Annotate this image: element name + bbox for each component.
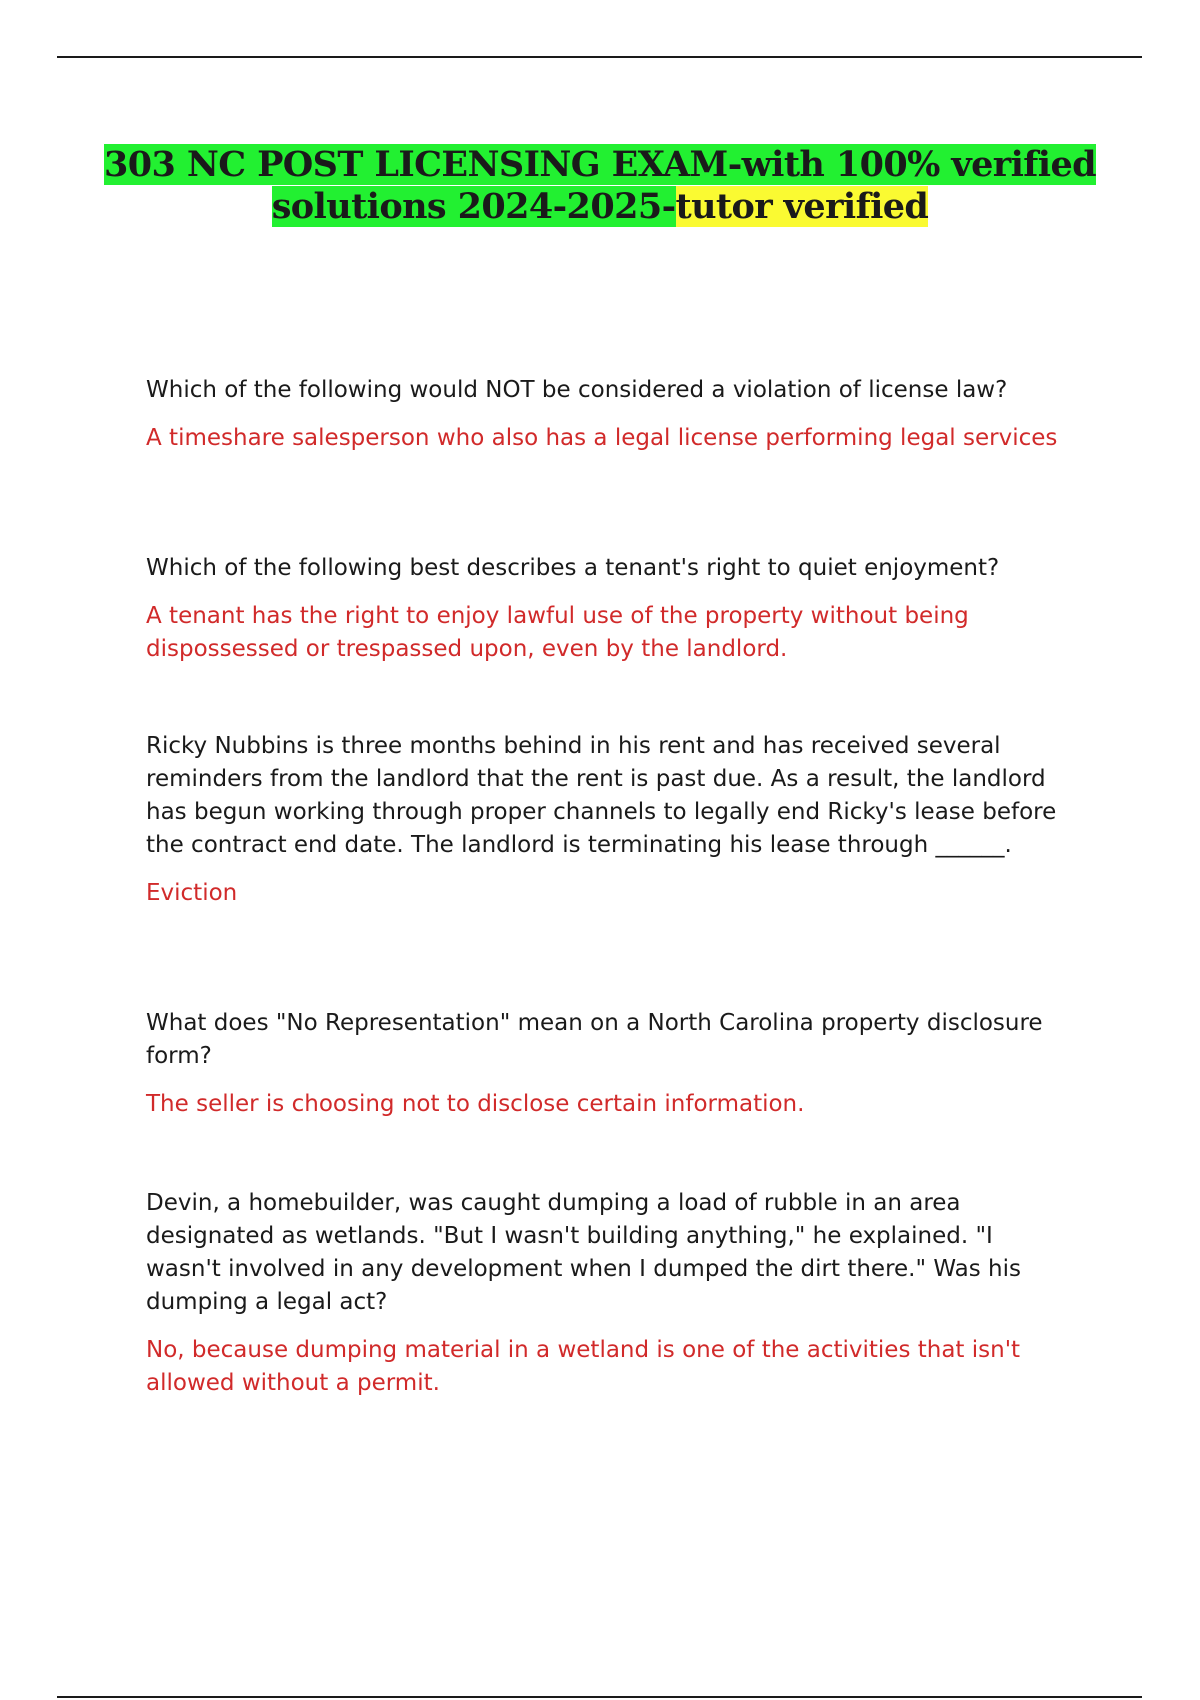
- answer-text: A timeshare salesperson who also has a legal license performing legal services: [146, 425, 1058, 451]
- document-title: [0, 144, 1200, 228]
- answer-text: No, because dumping material in a wetland is one of the activities that isn't allowed without a permit.: [146, 1337, 1021, 1396]
- question-text: Which of the following best describes a tenant's right to quiet enjoyment?: [146, 555, 1000, 581]
- top-rule: [57, 56, 1142, 58]
- question-text: Devin, a homebuilder, was caught dumping a load of rubble in an area designated as wetlands. "But I wasn't building anything," he explained. "I wasn't involved in any development when I dumped the dirt there." Was his dumping a legal act?: [146, 1190, 1021, 1315]
- question-text: Which of the following would NOT be considered a violation of license law?: [146, 377, 1008, 403]
- bottom-rule: [57, 1696, 1142, 1698]
- title-line-2-green: solutions 2024-2025-: [271, 186, 676, 227]
- answer-text: The seller is choosing not to disclose certain information.: [146, 1091, 805, 1117]
- qa-item-1: [146, 374, 1066, 455]
- qa-item-5: [146, 1187, 1066, 1400]
- title-line-1: 303 NC POST LICENSING EXAM-with 100% verified: [104, 144, 1096, 185]
- answer-text: Eviction: [146, 880, 238, 906]
- answer-text: A tenant has the right to enjoy lawful use of the property without being dispossessed or trespassed upon, even by the landlord.: [146, 603, 969, 662]
- title-line-2-yellow: tutor verified: [675, 186, 929, 227]
- qa-item-2: [146, 552, 1066, 666]
- qa-item-4: [146, 1007, 1066, 1121]
- question-text: Ricky Nubbins is three months behind in his rent and has received several reminders from the landlord that the rent is past due. As a result, the landlord has begun working through proper channels to legally end Ricky's lease before the contract end date. The landlord is terminating his lease through ______.: [146, 733, 1057, 858]
- question-text: What does "No Representation" mean on a North Carolina property disclosure form?: [146, 1010, 1043, 1069]
- qa-item-3: [146, 730, 1066, 910]
